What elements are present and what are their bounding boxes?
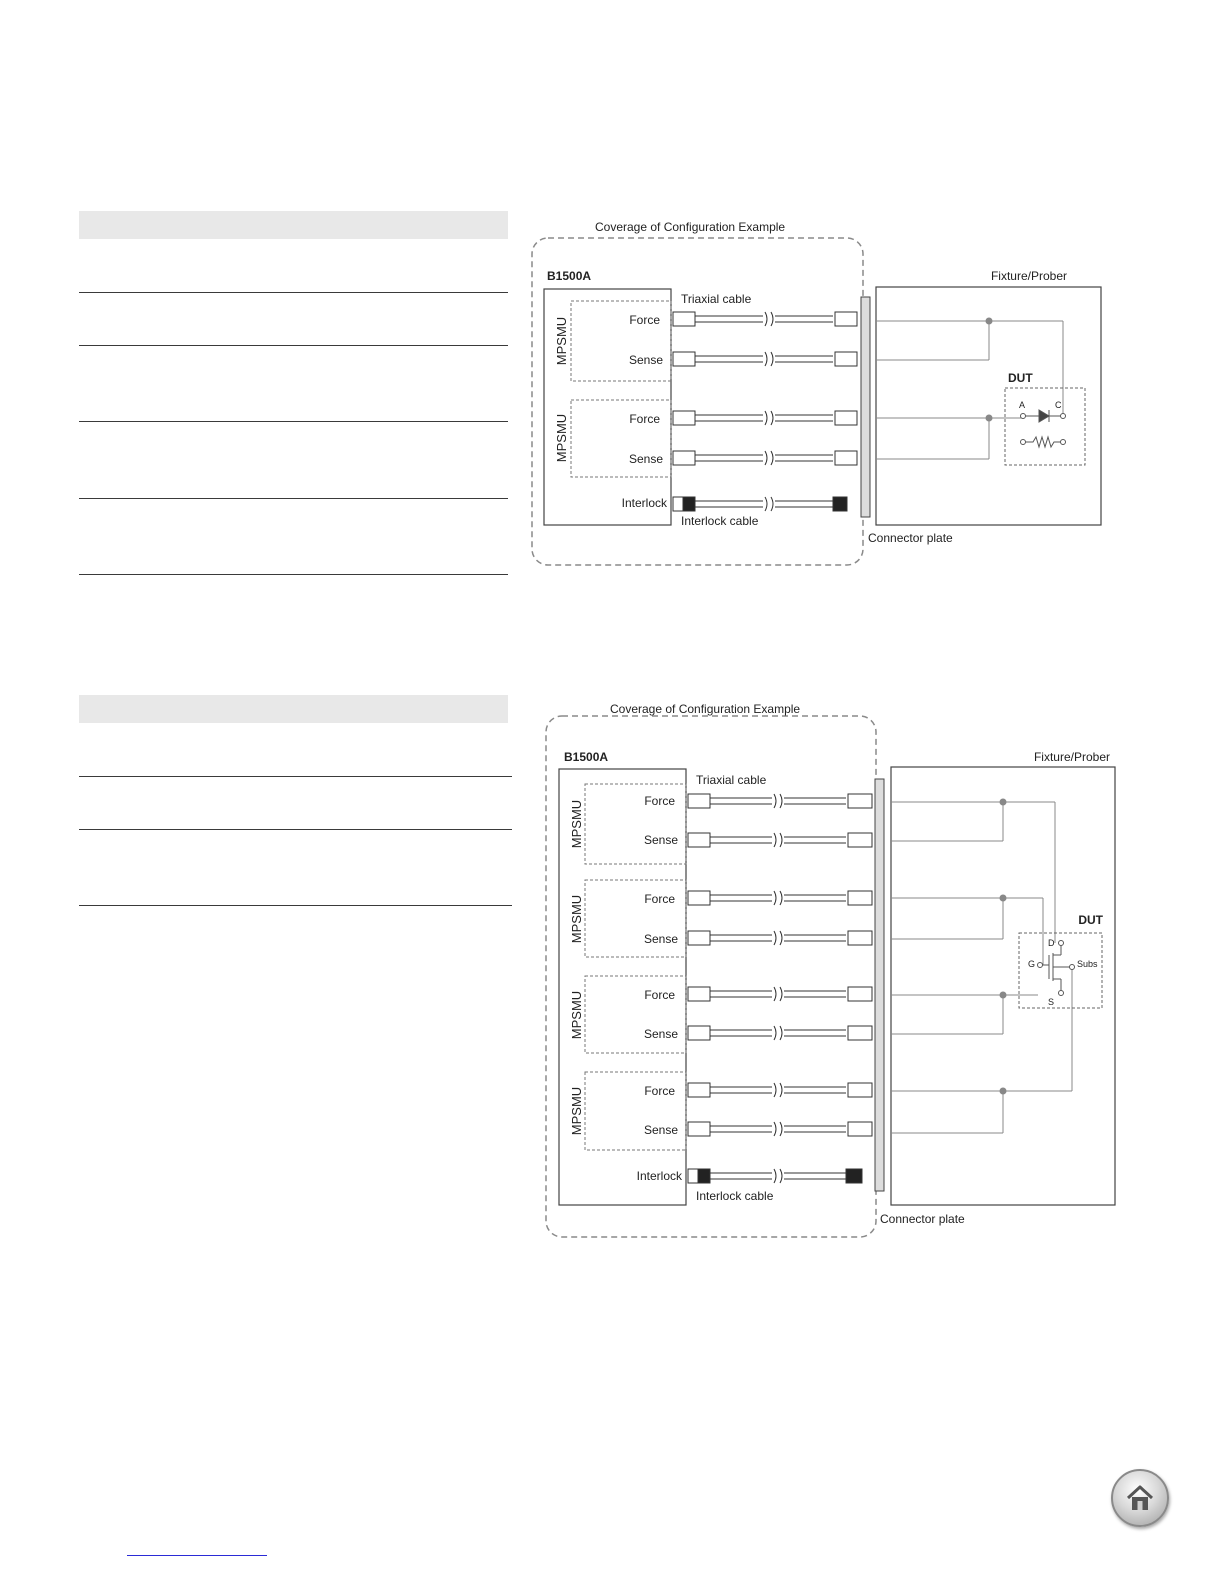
- connector-plate-label: Connector plate: [868, 531, 953, 545]
- table-2-row: [79, 723, 512, 777]
- pin-c-label: C: [1055, 400, 1062, 410]
- pin-g-label: G: [1028, 959, 1036, 969]
- instrument-label: B1500A: [547, 269, 592, 283]
- smu-module-label: MPSMU: [554, 316, 569, 366]
- footer-link[interactable]: [127, 1555, 267, 1556]
- junction-dot: [1000, 799, 1007, 806]
- smu-module-label: MPSMU: [569, 799, 584, 849]
- force-label: Force: [644, 988, 675, 1002]
- table-1-row: [79, 499, 508, 575]
- sense-label: Sense: [628, 353, 663, 367]
- table-2-header: [79, 695, 508, 723]
- dut-label: DUT: [1008, 371, 1033, 385]
- interlock-cable: [688, 1169, 862, 1183]
- diode-icon: [1021, 410, 1066, 422]
- triaxial-cable: [673, 411, 857, 425]
- sense-label: Sense: [643, 833, 678, 847]
- smu-module-label: MPSMU: [569, 894, 584, 944]
- connector-plate-label: Connector plate: [880, 1212, 965, 1226]
- pin-a-label: A: [1019, 400, 1026, 410]
- triaxial-cable-label: Triaxial cable: [696, 773, 767, 787]
- table-2-row: [79, 777, 512, 830]
- junction-dot: [1000, 992, 1007, 999]
- table-1-row: [79, 293, 508, 346]
- diagram-2: [540, 697, 1130, 1247]
- table-1: [79, 211, 508, 575]
- triaxial-cable: [688, 1122, 872, 1136]
- interlock-cable-label: Interlock cable: [681, 514, 759, 528]
- triaxial-cable: [673, 352, 857, 366]
- smu-module-label: MPSMU: [569, 1086, 584, 1136]
- triaxial-cables: [688, 794, 872, 1136]
- diagram-1: [525, 215, 1125, 575]
- sense-label: Sense: [628, 452, 663, 466]
- triaxial-cable: [688, 987, 872, 1001]
- junction-dot: [1000, 1088, 1007, 1095]
- interlock-label: Interlock: [636, 1169, 682, 1183]
- force-label: Force: [629, 412, 660, 426]
- triaxial-cable: [688, 931, 872, 945]
- interlock-cable-label: Interlock cable: [696, 1189, 774, 1203]
- coverage-title: Coverage of Configuration Example: [595, 220, 786, 234]
- home-button[interactable]: [1111, 1469, 1169, 1527]
- dut-box: [1005, 388, 1085, 465]
- fixture-label: Fixture/Prober: [990, 269, 1067, 283]
- table-2-row: [79, 830, 512, 906]
- triaxial-cable: [673, 451, 857, 465]
- sense-label: Sense: [643, 1027, 678, 1041]
- triaxial-cable-label: Triaxial cable: [681, 292, 752, 306]
- table-1-header: [79, 211, 508, 239]
- instrument-label: B1500A: [564, 750, 609, 764]
- junction-dot: [1000, 895, 1007, 902]
- triaxial-cable: [688, 891, 872, 905]
- table-1-row: [79, 346, 508, 422]
- triaxial-cable: [688, 833, 872, 847]
- force-label: Force: [644, 794, 675, 808]
- fixture-label: Fixture/Prober: [1033, 750, 1110, 764]
- smu-module-label: MPSMU: [569, 990, 584, 1040]
- triaxial-cable: [688, 794, 872, 808]
- table-1-row: [79, 239, 508, 293]
- force-label: Force: [629, 313, 660, 327]
- table-2: [79, 695, 512, 906]
- triaxial-cable: [688, 1026, 872, 1040]
- triaxial-cable: [688, 1083, 872, 1097]
- junction-dot: [986, 415, 993, 422]
- sense-label: Sense: [643, 1123, 678, 1137]
- pin-d-label: D: [1048, 938, 1055, 948]
- smu-module-label: MPSMU: [554, 413, 569, 463]
- junction-dot: [986, 318, 993, 325]
- home-icon: [1125, 1484, 1155, 1512]
- coverage-title: Coverage of Configuration Example: [610, 702, 801, 716]
- resistor-icon: [1021, 437, 1066, 447]
- table-1-row: [79, 422, 508, 499]
- dut-label: DUT: [1078, 913, 1103, 927]
- interlock-cable: [673, 497, 847, 511]
- force-label: Force: [644, 892, 675, 906]
- sense-label: Sense: [643, 932, 678, 946]
- pin-subs-label: Subs: [1077, 959, 1098, 969]
- connector-plate: [875, 779, 884, 1191]
- interlock-label: Interlock: [621, 496, 667, 510]
- wiring: [891, 802, 1072, 1133]
- pin-s-label: S: [1048, 997, 1055, 1007]
- triaxial-cable: [673, 312, 857, 326]
- force-label: Force: [644, 1084, 675, 1098]
- connector-plate: [861, 297, 870, 517]
